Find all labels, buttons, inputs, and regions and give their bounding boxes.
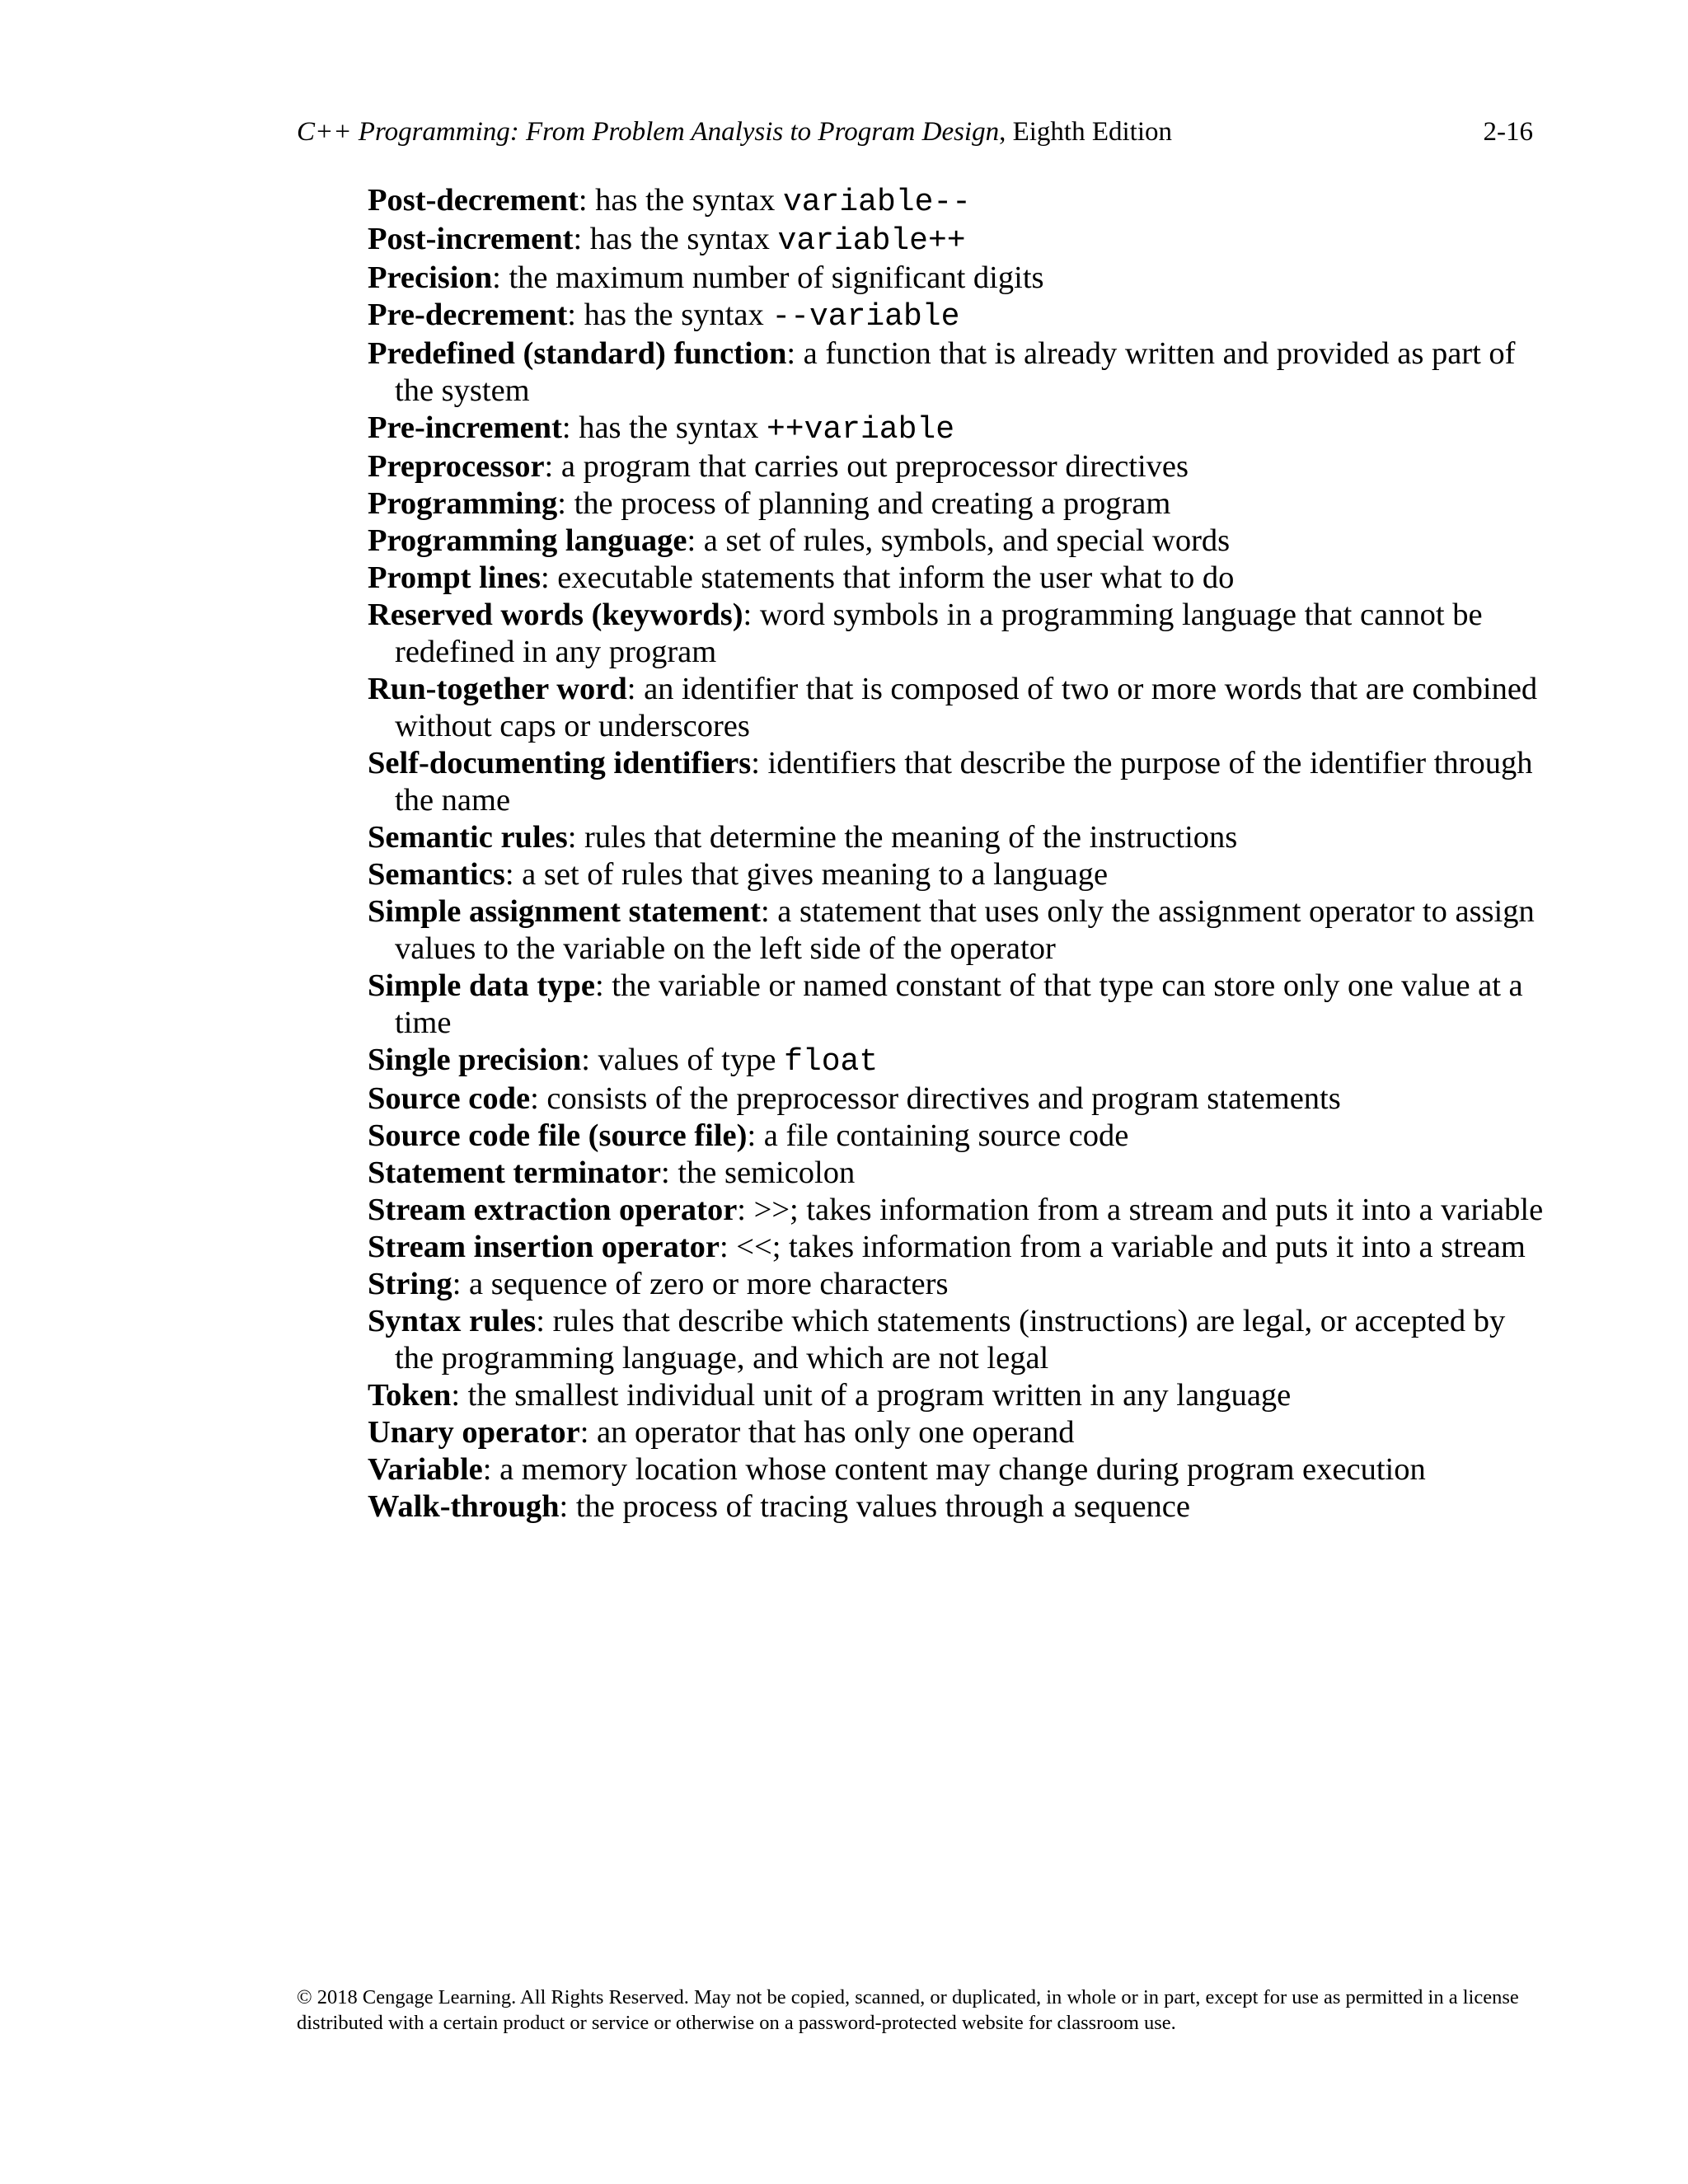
- glossary-entry: [368, 182, 1546, 221]
- glossary-term: Semantics: [368, 857, 505, 892]
- glossary-definition: : a set of rules, symbols, and special words: [687, 523, 1231, 558]
- glossary-entry: [368, 856, 1546, 893]
- glossary-definition: : consists of the preprocessor directives and program statements: [530, 1081, 1341, 1116]
- glossary-entry: [368, 410, 1546, 448]
- glossary-code: float: [784, 1044, 879, 1080]
- glossary-term: Post-decrement: [368, 183, 579, 218]
- copyright-footer: © 2018 Cengage Learning. All Rights Reserved. May not be copied, scanned, or duplicated, in whole or in part, except for use as permitted in a license distributed with a certain product or service or otherwise on a password-protected website for classroom use.: [297, 1986, 1519, 2034]
- glossary-entry: [368, 560, 1546, 597]
- glossary-term: Pre-decrement: [368, 298, 568, 332]
- glossary-list: [368, 182, 1546, 1526]
- glossary-entry: [368, 260, 1546, 297]
- glossary-entry: [368, 1488, 1546, 1526]
- book-edition: , Eighth Edition: [999, 117, 1173, 147]
- glossary-entry: [368, 1414, 1546, 1451]
- glossary-entry: [368, 523, 1546, 560]
- glossary-entry: [368, 1451, 1546, 1488]
- glossary-definition: : rules that describe which statements (instructions) are legal, or accepted by the programming language, and which are not legal: [395, 1304, 1506, 1376]
- glossary-code: ++variable: [766, 412, 955, 448]
- glossary-entry: [368, 1377, 1546, 1414]
- glossary-definition: : an identifier that is composed of two or more words that are combined without caps or underscores: [395, 672, 1538, 743]
- glossary-definition: : a program that carries out preprocessor directives: [544, 449, 1189, 484]
- glossary-term: Predefined (standard) function: [368, 336, 787, 371]
- glossary-entry: [368, 1155, 1546, 1192]
- glossary-entry: [368, 335, 1546, 410]
- glossary-definition: : word symbols in a programming language that cannot be redefined in any program: [395, 598, 1483, 669]
- glossary-entry: [368, 1042, 1546, 1080]
- page-number: 2-16: [1483, 117, 1533, 147]
- glossary-entry: [368, 1118, 1546, 1155]
- glossary-term: Run-together word: [368, 672, 627, 706]
- glossary-entry: [368, 448, 1546, 485]
- glossary-entry: [368, 297, 1546, 335]
- glossary-term: String: [368, 1267, 452, 1301]
- glossary-term: Single precision: [368, 1043, 582, 1077]
- glossary-definition: : values of type: [581, 1043, 785, 1077]
- glossary-entry: [368, 671, 1546, 745]
- glossary-definition: : the semicolon: [661, 1155, 856, 1190]
- glossary-entry: [368, 1192, 1546, 1229]
- glossary-definition: : executable statements that inform the user what to do: [540, 560, 1235, 595]
- glossary-definition: : has the syntax: [561, 410, 767, 445]
- glossary-entry: [368, 597, 1546, 671]
- page-header: [297, 115, 1533, 148]
- glossary-definition: : rules that determine the meaning of the instructions: [567, 820, 1238, 855]
- glossary-term: Precision: [368, 260, 493, 295]
- glossary-definition: : identifiers that describe the purpose of the identifier through the name: [395, 746, 1533, 818]
- glossary-term: Pre-increment: [368, 410, 562, 445]
- glossary-term: Post-increment: [368, 222, 574, 256]
- glossary-term: Stream insertion operator: [368, 1230, 720, 1264]
- glossary-entry: [368, 1229, 1546, 1266]
- glossary-definition: : a memory location whose content may change during program execution: [482, 1452, 1426, 1487]
- glossary-term: Simple data type: [368, 968, 595, 1003]
- glossary-term: Token: [368, 1378, 452, 1413]
- glossary-term: Simple assignment statement: [368, 894, 761, 929]
- glossary-code: --variable: [771, 299, 960, 335]
- glossary-entry: [368, 819, 1546, 856]
- glossary-definition: : the smallest individual unit of a program written in any language: [451, 1378, 1292, 1413]
- glossary-definition: : the process of planning and creating a program: [557, 486, 1171, 521]
- glossary-term: Source code: [368, 1081, 531, 1116]
- book-title: C++ Programming: From Problem Analysis to Program Design: [297, 117, 1000, 147]
- glossary-term: Prompt lines: [368, 560, 541, 595]
- glossary-term: Programming language: [368, 523, 687, 558]
- glossary-term: Reserved words (keywords): [368, 598, 743, 632]
- glossary-definition: : >>; takes information from a stream and puts it into a variable: [737, 1193, 1544, 1227]
- glossary-definition: : <<; takes information from a variable and puts it into a stream: [719, 1230, 1526, 1264]
- glossary-definition: : a file containing source code: [747, 1118, 1129, 1153]
- glossary-entry: [368, 1266, 1546, 1303]
- glossary-code: variable--: [782, 185, 971, 220]
- glossary-term: Self-documenting identifiers: [368, 746, 752, 780]
- glossary-definition: : the variable or named constant of that type can store only one value at a time: [395, 968, 1523, 1040]
- glossary-definition: : has the syntax: [567, 298, 772, 332]
- glossary-entry: [368, 1080, 1546, 1118]
- glossary-code: variable++: [777, 223, 966, 259]
- glossary-entry: [368, 1303, 1546, 1377]
- glossary-definition: : the process of tracing values through a sequence: [559, 1489, 1190, 1524]
- glossary-entry: [368, 968, 1546, 1042]
- glossary-term: Statement terminator: [368, 1155, 661, 1190]
- glossary-definition: : a set of rules that gives meaning to a language: [504, 857, 1109, 892]
- glossary-term: Walk-through: [368, 1489, 560, 1524]
- glossary-term: Unary operator: [368, 1415, 580, 1450]
- glossary-entry: [368, 745, 1546, 819]
- glossary-term: Semantic rules: [368, 820, 568, 855]
- glossary-definition: : has the syntax: [578, 183, 783, 218]
- glossary-definition: : the maximum number of significant digits: [492, 260, 1044, 295]
- glossary-definition: : an operator that has only one operand: [579, 1415, 1075, 1450]
- glossary-term: Syntax rules: [368, 1304, 537, 1338]
- glossary-entry: [368, 893, 1546, 968]
- glossary-entry: [368, 485, 1546, 523]
- glossary-definition: : a function that is already written and provided as part of the system: [395, 336, 1516, 408]
- glossary-entry: [368, 221, 1546, 260]
- glossary-term: Stream extraction operator: [368, 1193, 738, 1227]
- glossary-term: Source code file (source file): [368, 1118, 748, 1153]
- glossary-term: Preprocessor: [368, 449, 545, 484]
- glossary-term: Programming: [368, 486, 558, 521]
- glossary-definition: : a sequence of zero or more characters: [452, 1267, 949, 1301]
- glossary-definition: : has the syntax: [573, 222, 778, 256]
- glossary-definition: : a statement that uses only the assignment operator to assign values to the variable on the left side of the operator: [395, 894, 1535, 966]
- glossary-term: Variable: [368, 1452, 483, 1487]
